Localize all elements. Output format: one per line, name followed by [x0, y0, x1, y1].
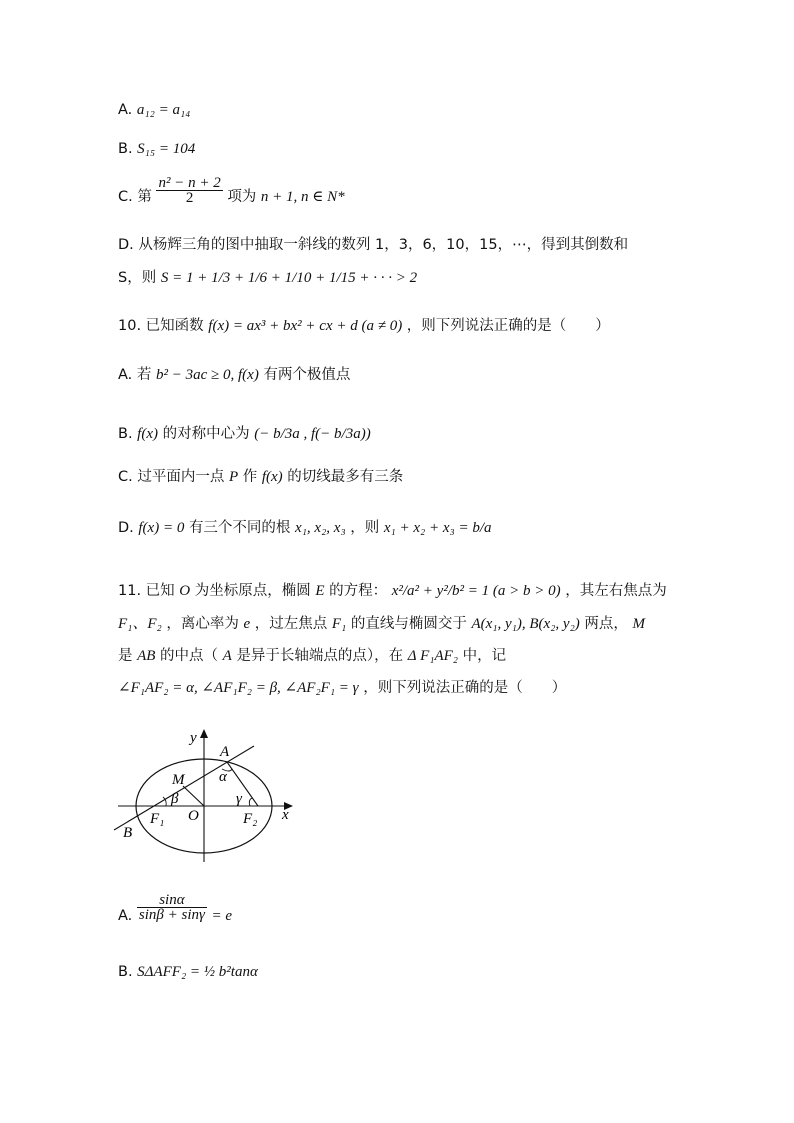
question-expression: f(x) = ax³ + bx² + cx + d (a ≠ 0): [208, 318, 403, 334]
question-expression: AB: [137, 648, 156, 664]
option-text: S，则: [118, 270, 157, 286]
question-text: 已知: [145, 583, 175, 599]
option-label: B.: [118, 964, 133, 980]
option-expression: SΔAFF₂ = ½ b²tanα: [137, 964, 258, 980]
option-label: A.: [118, 102, 133, 118]
option-label: D.: [118, 520, 134, 536]
label-y: y: [190, 730, 197, 746]
option-expression: S = 1 + 1/3 + 1/6 + 1/10 + 1/15 + · · · > 2: [160, 270, 418, 286]
question-expression: F₁: [331, 616, 347, 632]
option-expression: f(x): [261, 469, 283, 485]
question-text: 两点，: [584, 616, 628, 632]
q11-line-3: [118, 646, 506, 666]
question-expression: A: [222, 648, 232, 664]
option-label: D.: [118, 237, 134, 253]
question-text: ，过左焦点: [254, 616, 328, 632]
question-text: ，则下列说法正确的是（ ）: [406, 318, 610, 334]
option-text: ，则: [350, 520, 380, 536]
question-expression: O: [179, 583, 191, 599]
label-o: O: [188, 808, 199, 824]
chord-line: [114, 746, 254, 830]
q11-line-2: [118, 614, 645, 634]
label-b: B: [123, 825, 133, 841]
fraction-numerator: sinα: [137, 893, 207, 908]
option-expression: x₁ + x₂ + x₃ = b/a: [383, 520, 492, 536]
fraction-denominator: sinβ + sinγ: [138, 906, 205, 923]
q11-option-b: [118, 962, 258, 982]
q10-option-c: [118, 467, 403, 487]
label-gamma: γ: [236, 791, 242, 807]
question-expression: x²/a² + y²/b² = 1 (a > b > 0): [391, 583, 561, 599]
question-text: ，则下列说法正确的是（ ）: [363, 680, 567, 696]
question-text: 为坐标原点，椭圆: [194, 583, 311, 599]
option-expression: = e: [211, 908, 233, 924]
q10-option-b: [118, 424, 371, 444]
label-m: M: [172, 772, 185, 788]
question-expression: M: [632, 616, 645, 632]
label-f1: F₁: [150, 811, 165, 827]
gamma-arc: [249, 798, 252, 806]
option-label: B.: [118, 426, 133, 442]
question-text: 是异于长轴端点的点），在: [236, 648, 404, 664]
question-text: ，其左右焦点为: [565, 583, 667, 599]
option-expression: b² − 3ac ≥ 0, f(x): [156, 367, 259, 383]
q9-option-b: [118, 139, 195, 159]
question-expression: Δ F₁AF₂: [407, 648, 458, 664]
option-text: 项为: [227, 189, 257, 205]
y-axis-arrow: [200, 729, 208, 738]
label-alpha: α: [219, 769, 227, 785]
option-expression: f(x) = 0: [138, 520, 185, 536]
question-expression: F₁、F₂: [118, 616, 162, 632]
question-text: 是: [118, 648, 133, 664]
ellipse-figure: [108, 722, 308, 870]
option-expression: n + 1, n ∈ N*: [260, 189, 345, 205]
question-expression: ∠F₁AF₂ = α, ∠AF₁F₂ = β, ∠AF₂F₁ = γ: [118, 680, 359, 696]
option-text: 作: [242, 469, 258, 485]
question-text: 的方程：: [329, 583, 388, 599]
option-text: 若: [136, 367, 152, 383]
question-text: 中，记: [462, 648, 507, 664]
question-number: 10.: [118, 318, 142, 334]
q11-line-4: [118, 678, 566, 698]
question-text: 的中点（: [160, 648, 219, 664]
label-a: A: [220, 744, 230, 760]
option-expression: f(x): [137, 426, 158, 442]
option-label: A.: [118, 908, 133, 924]
option-expression: P: [228, 469, 239, 485]
option-text: 过平面内一点: [137, 469, 225, 485]
question-text: 的直线与椭圆交于: [350, 616, 467, 632]
option-label: A.: [118, 367, 133, 383]
question-expression: e: [243, 616, 251, 632]
question-expression: A(x₁, y₁), B(x₂, y₂): [471, 616, 580, 632]
option-label: C.: [118, 469, 133, 485]
q9-option-d-line2: [118, 268, 417, 288]
option-expression: x₁, x₂, x₃: [295, 520, 346, 536]
option-label: C.: [118, 189, 133, 205]
option-text: 第: [137, 189, 152, 205]
option-expression: (− b/3a , f(− b/3a)): [254, 426, 371, 442]
question-text: 已知函数: [145, 318, 204, 334]
option-text: 从杨辉三角的图中抽取一斜线的数列 1，3，6，10，15，⋯，得到其倒数和: [138, 237, 629, 253]
option-text: 有三个不同的根: [188, 520, 291, 536]
option-text: 有两个极值点: [263, 367, 351, 383]
question-number: 11.: [118, 583, 142, 599]
option-expression: S₁₅ = 104: [137, 141, 196, 157]
question-text: ，离心率为: [166, 616, 239, 632]
q10-stem: [118, 316, 610, 336]
fraction-denominator: 2: [185, 189, 194, 206]
option-text: 的切线最多有三条: [287, 469, 404, 485]
label-f2: F₂: [243, 811, 258, 827]
q9-option-c: [118, 174, 345, 207]
option-text: 的对称中心为: [162, 426, 250, 442]
label-x: x: [282, 807, 289, 823]
segment-mo: [183, 786, 204, 806]
q10-option-d: [118, 518, 492, 538]
fraction-numerator: n² − n + 2: [158, 174, 221, 191]
segment-af2: [227, 762, 258, 806]
label-beta: β: [171, 791, 179, 807]
option-label: B.: [118, 141, 133, 157]
option-expression: a₁₂ = a₁₄: [136, 102, 191, 118]
q9-option-a: [118, 100, 190, 120]
q10-option-a: [118, 365, 350, 385]
q11-line-1: [118, 581, 667, 601]
fraction: [137, 893, 207, 922]
fraction: [156, 176, 222, 205]
q9-option-d: [118, 235, 628, 255]
question-expression: E: [315, 583, 325, 599]
